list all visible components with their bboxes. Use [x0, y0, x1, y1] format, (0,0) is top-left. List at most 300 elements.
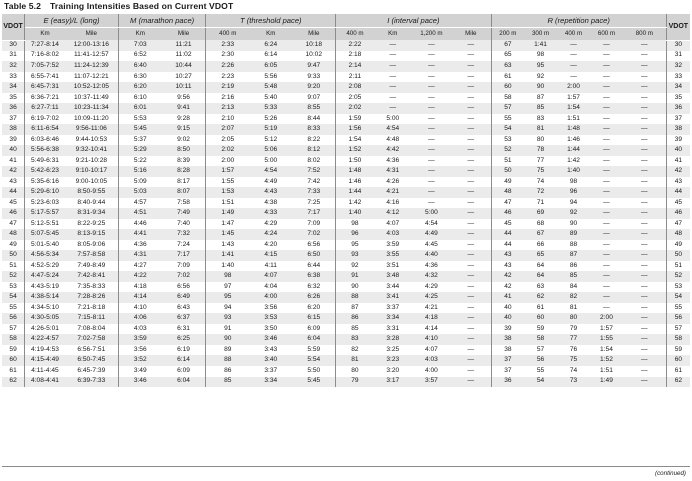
pace-cell: 3:28 — [374, 334, 412, 345]
pace-cell: — — [623, 345, 666, 356]
pace-cell: 6:11-6:54 — [25, 124, 65, 135]
pace-cell: 1:40 — [336, 208, 374, 219]
pace-cell: 57 — [491, 103, 524, 114]
pace-cell: 4:49 — [264, 177, 278, 185]
pace-cell: 4:07 — [386, 219, 400, 227]
pace-cell: 6:43 — [162, 303, 206, 314]
pace-cell: — — [603, 93, 610, 101]
pace-cell: 92 — [351, 261, 359, 269]
sub-header: Mile — [451, 28, 491, 41]
vdot-cell: 60 — [666, 355, 690, 366]
pace-cell: — — [451, 261, 491, 272]
vdot-cell: 35 — [674, 93, 683, 101]
pace-cell: — — [451, 219, 491, 230]
pace-cell: 61 — [536, 303, 545, 311]
pace-cell: 67 — [491, 40, 524, 51]
pace-cell: 40 — [491, 313, 524, 324]
vdot-cell: 56 — [666, 313, 690, 324]
pace-cell: — — [451, 377, 491, 388]
pace-cell: 9:47 — [292, 61, 335, 72]
vdot-cell: 48 — [666, 229, 690, 240]
pace-cell: 3:56 — [133, 345, 147, 353]
pace-cell: — — [451, 135, 491, 146]
pace-cell: 54 — [491, 124, 524, 135]
vdot-cell: 41 — [2, 156, 25, 167]
vdot-cell: 44 — [2, 187, 25, 198]
pace-cell: 7:27-8:14 — [25, 40, 65, 51]
pace-cell: 85 — [524, 103, 557, 114]
pace-cell: 6:10 — [133, 93, 147, 101]
pace-cell: 7:49 — [162, 208, 206, 219]
pace-cell: 5:03 — [118, 187, 161, 198]
table-row — [2, 61, 690, 72]
pace-cell: 8:40-9:44 — [65, 198, 119, 209]
pace-cell: — — [623, 303, 666, 314]
pace-cell: — — [451, 72, 491, 83]
pace-cell: 11:07-12:21 — [65, 72, 119, 83]
pace-cell: — — [374, 61, 412, 72]
vdot-cell: 34 — [2, 82, 25, 93]
pace-cell: 3:37 — [386, 303, 400, 311]
vdot-cell: 37 — [674, 114, 683, 122]
pace-cell: 11:21 — [162, 40, 206, 51]
vdot-cell: 50 — [2, 250, 25, 261]
pace-cell: — — [451, 51, 491, 62]
pace-cell: — — [590, 208, 623, 219]
pace-cell: 7:32 — [162, 229, 206, 240]
pace-cell: — — [389, 51, 397, 59]
pace-cell: 4:21 — [424, 303, 438, 311]
pace-cell: 4:08-4:41 — [25, 377, 65, 388]
pace-cell: — — [428, 72, 435, 80]
vdot-cell: 31 — [674, 51, 683, 59]
pace-cell: 9:20 — [292, 82, 335, 93]
pace-cell: 87 — [536, 93, 545, 101]
pace-cell: 1:55 — [590, 334, 623, 345]
pace-cell: 3:52 — [118, 355, 161, 366]
pace-cell: 90 — [569, 219, 578, 227]
pace-cell: 9:02 — [162, 135, 206, 146]
pace-cell: — — [623, 156, 666, 167]
pace-cell: — — [451, 334, 491, 345]
pace-cell: 5:49-6:31 — [31, 156, 59, 164]
pace-cell: 8:50 — [162, 145, 206, 156]
pace-cell: 1:42 — [567, 156, 580, 164]
pace-cell: — — [623, 103, 666, 114]
vdot-cell: 62 — [2, 377, 25, 388]
pace-cell: 95 — [524, 61, 557, 72]
table-row — [2, 250, 690, 261]
pace-cell: 1:44 — [336, 187, 374, 198]
pace-cell: 3:49 — [133, 366, 147, 374]
pace-cell: 1:55 — [221, 177, 235, 185]
pace-cell: 5:54 — [292, 355, 335, 366]
pace-cell: 65 — [504, 51, 512, 59]
pace-cell: 3:37 — [264, 366, 278, 374]
header-sub-row — [2, 28, 690, 41]
pace-cell: 12:00-13:16 — [65, 40, 119, 51]
pace-cell: 6:49 — [162, 292, 206, 303]
sub-header: Km — [25, 28, 65, 41]
pace-cell: 8:22 — [292, 135, 335, 146]
vdot-cell: 35 — [2, 93, 25, 104]
table-caption — [4, 1, 233, 11]
sub-header: 600 m — [590, 28, 623, 41]
pace-cell: — — [451, 114, 491, 125]
pace-cell: 64 — [536, 261, 545, 269]
pace-cell: 3:41 — [374, 292, 412, 303]
pace-cell: 41 — [491, 292, 524, 303]
pace-cell: 47 — [504, 198, 512, 206]
pace-cell: 96 — [557, 187, 590, 198]
vdot-cell: 42 — [2, 166, 25, 177]
vdot-cell: 46 — [666, 208, 690, 219]
pace-cell: 4:32 — [412, 271, 451, 282]
pace-cell: 5:16 — [118, 166, 161, 177]
pace-cell: — — [623, 250, 666, 261]
pace-cell: 3:17 — [374, 377, 412, 388]
vdot-cell: 45 — [674, 198, 683, 206]
pace-cell: — — [451, 145, 491, 156]
header-group-row — [2, 14, 690, 28]
pace-cell: 72 — [524, 187, 557, 198]
table-row — [2, 261, 690, 272]
table-row — [2, 114, 690, 125]
pace-cell: 60 — [491, 82, 524, 93]
table-body — [2, 40, 690, 387]
pace-cell: 1:51 — [567, 114, 580, 122]
pace-cell: 58 — [504, 93, 512, 101]
sub-header: Mile — [65, 28, 119, 41]
vdot-header-right: VDOT — [666, 14, 690, 40]
group-easy-long: E (easy)/L (long) — [25, 14, 119, 28]
pace-cell: 86 — [224, 366, 232, 374]
table-row — [2, 93, 690, 104]
pace-cell: 5:12 — [264, 135, 278, 143]
pace-cell: — — [603, 177, 610, 185]
pace-cell: 2:22 — [336, 40, 374, 51]
pace-cell: 5:01-5:40 — [31, 240, 59, 248]
pace-cell: 6:38 — [292, 271, 335, 282]
pace-cell: 79 — [569, 324, 578, 332]
pace-cell: 2:19 — [206, 82, 249, 93]
pace-cell: 8:02 — [292, 156, 335, 167]
pace-cell: 8:05-9:06 — [65, 240, 119, 251]
pace-cell: — — [623, 261, 666, 272]
pace-cell: — — [374, 40, 412, 51]
vdot-cell: 46 — [2, 208, 25, 219]
vdot-cell: 54 — [666, 292, 690, 303]
pace-cell: 7:58 — [162, 198, 206, 209]
pace-cell: — — [451, 271, 491, 282]
pace-cell: — — [412, 187, 451, 198]
pace-cell: — — [590, 187, 623, 198]
pace-cell: 54 — [524, 377, 557, 388]
table-row — [2, 156, 690, 167]
pace-cell: 6:26 — [292, 292, 335, 303]
vdot-cell: 51 — [2, 261, 25, 272]
vdot-cell: 49 — [2, 240, 25, 251]
pace-cell: 4:06 — [118, 313, 161, 324]
pace-cell: 7:17 — [162, 250, 206, 261]
pace-cell: 2:18 — [348, 51, 362, 59]
pace-cell: 87 — [351, 303, 359, 311]
pace-cell: 1:52 — [336, 145, 374, 156]
pace-cell: 8:50-9:55 — [65, 187, 119, 198]
pace-cell: 68 — [536, 219, 545, 227]
pace-cell: 1:51 — [600, 366, 613, 374]
pace-cell: — — [603, 240, 610, 248]
pace-cell: 2:33 — [206, 40, 249, 51]
pace-cell: 76 — [569, 345, 578, 353]
pace-cell: 88 — [336, 292, 374, 303]
pace-cell: — — [412, 103, 451, 114]
pace-cell: 93 — [336, 250, 374, 261]
pace-cell: 2:10 — [221, 114, 235, 122]
pace-cell: 6:20 — [292, 303, 335, 314]
vdot-cell: 38 — [666, 124, 690, 135]
pace-cell: 3:25 — [386, 345, 400, 353]
pace-cell: 6:56 — [162, 282, 206, 293]
pace-cell: 42 — [491, 271, 524, 282]
pace-cell: — — [451, 345, 491, 356]
pace-cell: 1:42 — [348, 198, 362, 206]
vdot-cell: 51 — [674, 261, 683, 269]
pace-cell: 3:44 — [386, 282, 400, 290]
pace-cell: 62 — [524, 292, 557, 303]
pace-cell: 4:19-4:53 — [31, 345, 59, 353]
pace-cell: 5:09 — [133, 177, 147, 185]
pace-cell: 5:29-6:10 — [25, 187, 65, 198]
table-row — [2, 187, 690, 198]
pace-cell: 7:21-8:18 — [65, 303, 119, 314]
pace-cell: 4:04 — [264, 282, 278, 290]
pace-cell: 82 — [557, 292, 590, 303]
pace-cell: — — [428, 177, 435, 185]
pace-cell: — — [623, 177, 666, 188]
pace-cell: 93 — [206, 313, 249, 324]
pace-cell: 10:44 — [162, 61, 206, 72]
pace-cell: 2:26 — [206, 61, 249, 72]
pace-cell: — — [603, 114, 610, 122]
pace-cell: 7:35-8:33 — [65, 282, 119, 293]
vdot-cell: 33 — [674, 72, 683, 80]
pace-cell: 1:49 — [590, 377, 623, 388]
pace-cell: — — [412, 40, 451, 51]
pace-cell: — — [590, 103, 623, 114]
table-row — [2, 240, 690, 251]
vdot-cell: 44 — [666, 187, 690, 198]
pace-cell: — — [451, 82, 491, 93]
pace-cell: 84 — [569, 282, 578, 290]
pace-cell: 2:00 — [590, 313, 623, 324]
table-row — [2, 208, 690, 219]
pace-cell: — — [451, 292, 491, 303]
pace-cell: 8:22-9:25 — [65, 219, 119, 230]
pace-cell: 4:45 — [424, 240, 438, 248]
pace-cell: — — [412, 124, 451, 135]
pace-cell: 4:18 — [412, 313, 451, 324]
pace-cell: 61 — [504, 72, 512, 80]
pace-cell: 2:30 — [221, 51, 235, 59]
pace-cell: 88 — [206, 355, 249, 366]
pace-cell: 78 — [524, 145, 557, 156]
pace-cell: 6:01 — [118, 103, 161, 114]
pace-cell: 53 — [504, 135, 512, 143]
pace-cell: — — [451, 156, 491, 167]
vdot-cell: 55 — [2, 303, 25, 314]
table-row — [2, 271, 690, 282]
pace-cell: 92 — [557, 208, 590, 219]
pace-cell: 6:24 — [249, 40, 292, 51]
table-row — [2, 145, 690, 156]
pace-cell: — — [623, 271, 666, 282]
pace-cell: 3:56 — [264, 303, 278, 311]
pace-cell: 4:57 — [133, 198, 147, 206]
vdot-cell: 55 — [674, 303, 683, 311]
pace-cell: 6:14 — [264, 51, 278, 59]
pace-cell: 37 — [504, 366, 512, 374]
pace-cell: — — [428, 135, 435, 143]
pace-cell: 49 — [504, 177, 512, 185]
pace-cell: 6:50-7:45 — [65, 355, 119, 366]
sub-header: Km — [374, 28, 412, 41]
pace-cell: — — [451, 166, 491, 177]
pace-cell: 9:32-10:41 — [65, 145, 119, 156]
pace-cell: — — [557, 61, 590, 72]
pace-cell: 71 — [536, 198, 545, 206]
pace-cell: 4:29 — [424, 282, 438, 290]
sub-header: Mile — [162, 28, 206, 41]
pace-cell: 91 — [336, 271, 374, 282]
table-row — [2, 324, 690, 335]
pace-cell: 1:46 — [567, 135, 580, 143]
pace-cell: 9:10-10:17 — [65, 166, 119, 177]
pace-cell: 2:16 — [221, 93, 235, 101]
table-row — [2, 355, 690, 366]
pace-cell: — — [451, 93, 491, 104]
pace-cell: 9:15 — [162, 124, 206, 135]
pace-cell: 7:02 — [162, 271, 206, 282]
pace-cell: — — [603, 51, 610, 59]
pace-cell: 7:57-8:58 — [65, 250, 119, 261]
pace-cell: 57 — [536, 345, 545, 353]
pace-cell: 51 — [504, 156, 512, 164]
pace-cell: 2:11 — [348, 72, 362, 80]
pace-cell: 9:00-10:05 — [65, 177, 119, 188]
pace-cell: 3:43 — [264, 345, 278, 353]
pace-cell: 3:20 — [386, 366, 400, 374]
pace-cell: 90 — [524, 82, 557, 93]
pace-cell: 6:36-7:21 — [31, 93, 59, 101]
pace-cell: — — [451, 198, 491, 209]
table-row — [2, 313, 690, 324]
pace-cell: 83 — [536, 114, 545, 122]
pace-cell: — — [557, 40, 590, 51]
pace-cell: 10:02 — [292, 51, 335, 62]
pace-cell: — — [623, 72, 666, 83]
pace-cell: 98 — [206, 271, 249, 282]
pace-cell: 5:00 — [264, 156, 278, 164]
pace-cell: 86 — [336, 313, 374, 324]
pace-cell: 6:27-7:11 — [25, 103, 65, 114]
vdot-cell: 45 — [2, 198, 25, 209]
vdot-cell: 61 — [674, 366, 683, 374]
vdot-cell: 52 — [2, 271, 25, 282]
pace-cell: 6:37 — [162, 313, 206, 324]
pace-cell: — — [603, 135, 610, 143]
pace-cell: 3:50 — [264, 324, 278, 332]
pace-cell: 73 — [557, 377, 590, 388]
pace-cell: 4:10 — [133, 303, 147, 311]
pace-cell: 8:07 — [162, 187, 206, 198]
pace-cell: — — [623, 114, 666, 125]
pace-cell: — — [603, 219, 610, 227]
pace-cell: 5:22 — [133, 156, 147, 164]
pace-cell: — — [623, 198, 666, 209]
pace-cell: 66 — [536, 240, 545, 248]
pace-cell: 4:12 — [374, 208, 412, 219]
pace-cell: 5:53 — [133, 114, 147, 122]
pace-cell: 75 — [557, 355, 590, 366]
pace-cell: 67 — [524, 229, 557, 240]
sub-header: 400 m — [557, 28, 590, 41]
pace-cell: 92 — [536, 72, 545, 80]
vdot-cell: 39 — [2, 135, 25, 146]
pace-cell: 1:48 — [336, 166, 374, 177]
pace-cell: — — [623, 292, 666, 303]
vdot-cell: 53 — [2, 282, 25, 293]
sub-header: 1,200 m — [412, 28, 451, 41]
vdot-cell: 47 — [674, 219, 683, 227]
pace-cell: 89 — [224, 345, 232, 353]
pace-cell: 88 — [569, 240, 578, 248]
pace-cell: 4:18 — [133, 282, 147, 290]
vdot-cell: 52 — [666, 271, 690, 282]
pace-cell: 8:13-9:15 — [65, 229, 119, 240]
pace-cell: 4:38 — [264, 198, 278, 206]
pace-cell: 58 — [524, 334, 557, 345]
pace-cell: 98 — [351, 219, 359, 227]
pace-cell: 3:40 — [249, 355, 292, 366]
pace-cell: 6:05 — [249, 61, 292, 72]
pace-cell: 4:46 — [133, 219, 147, 227]
pace-cell: 5:42-6:23 — [25, 166, 65, 177]
pace-cell: 95 — [206, 292, 249, 303]
pace-cell: 4:34-5:10 — [31, 303, 59, 311]
pace-cell: 98 — [569, 177, 578, 185]
table-row — [2, 124, 690, 135]
vdot-cell: 38 — [2, 124, 25, 135]
pace-cell: 52 — [491, 145, 524, 156]
pace-cell: — — [623, 93, 666, 104]
pace-cell: — — [451, 313, 491, 324]
pace-cell: 77 — [536, 156, 545, 164]
pace-cell: 38 — [491, 334, 524, 345]
pace-cell: 5:17-5:57 — [25, 208, 65, 219]
pace-cell: 4:11-4:45 — [31, 366, 59, 374]
pace-cell: 4:20 — [264, 240, 278, 248]
continued-note: (continued) — [655, 470, 686, 477]
pace-cell: 6:32 — [292, 282, 335, 293]
pace-cell: 5:29 — [118, 145, 161, 156]
pace-cell: 59 — [536, 324, 545, 332]
pace-cell: 3:23 — [374, 355, 412, 366]
pace-cell: 8:55 — [292, 103, 335, 114]
pace-cell: — — [428, 51, 435, 59]
pace-cell: 1:54 — [600, 345, 613, 353]
table-row — [2, 177, 690, 188]
